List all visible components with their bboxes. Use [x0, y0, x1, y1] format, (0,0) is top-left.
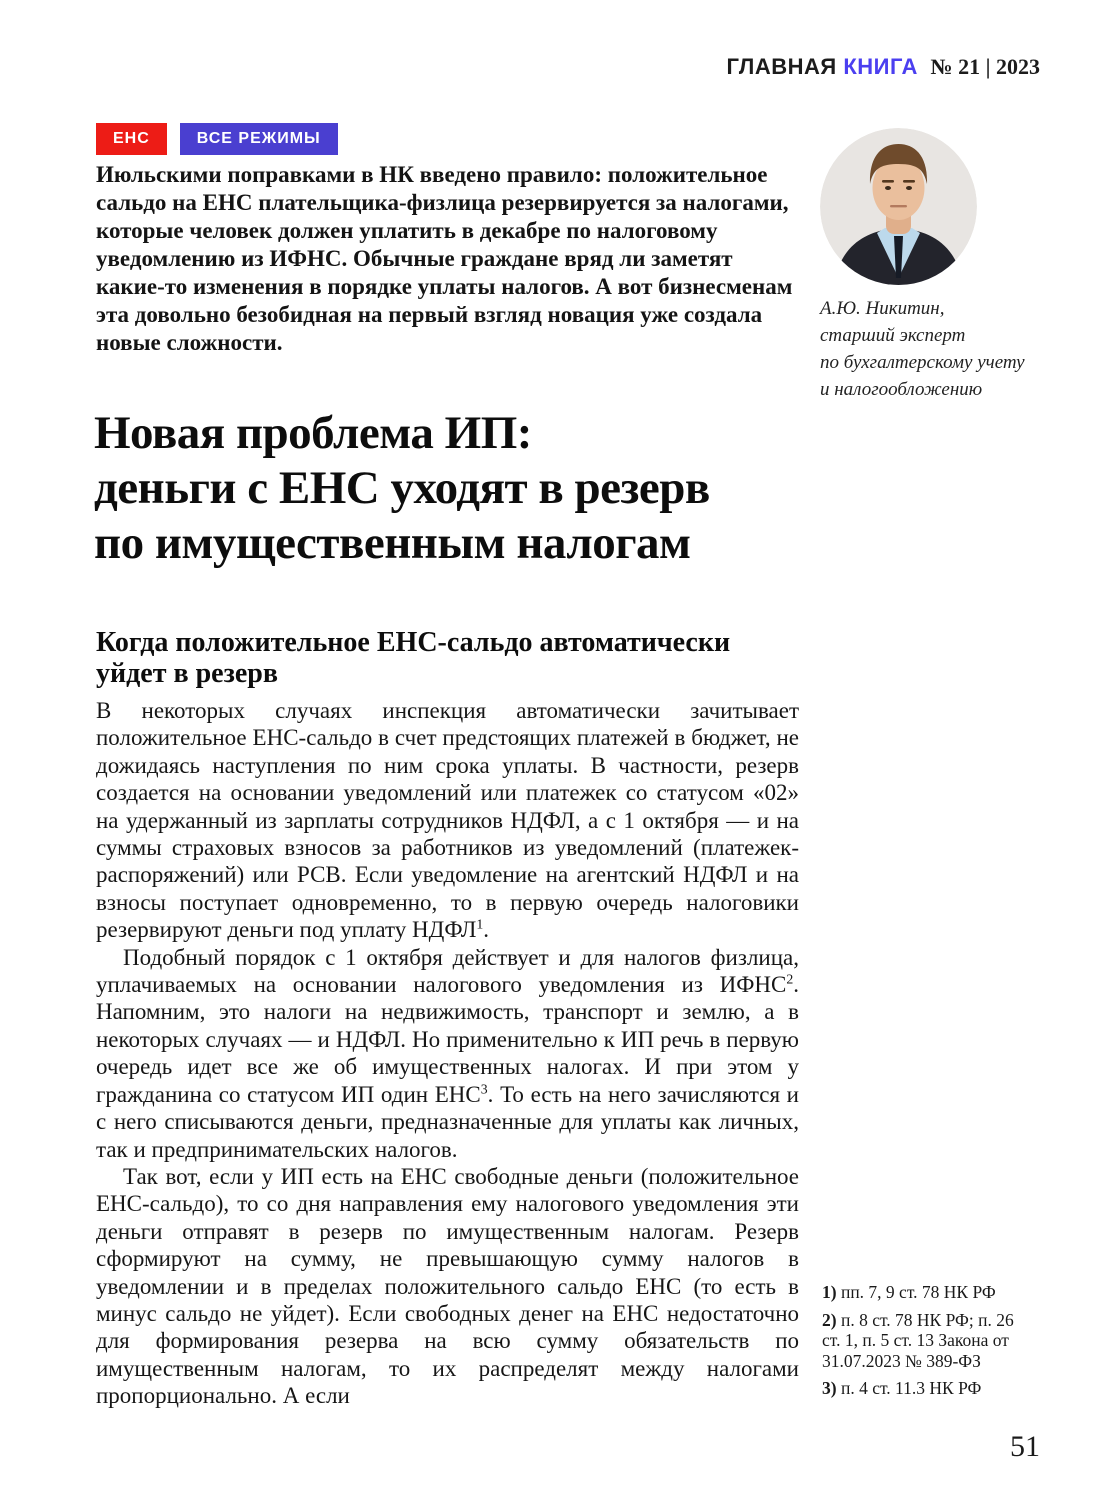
rubric-tags — [96, 123, 338, 155]
footnote-item — [822, 1282, 1036, 1303]
author-role-line: по бухгалтерскому учету — [820, 352, 1025, 373]
paragraph-text: В некоторых случаях инспекция автоматически зачитывает положительное ЕНС-сальдо в счет предстоящих платежей в бюджет, не дожидаясь наступления по ним срока уплаты. В частности, резерв создается на основании уведомлений или платежек со статусом «02» на удержанный из зарплаты сотрудников НДФЛ, а с 1 октября — и на суммы страховых взносов за работников из уведомлений (платежек-распоряжений) или РСВ. Если уведомление на агентский НДФЛ и на взносы поступает одновременно, то в первую очередь налоговики резервируют деньги под уплату НДФЛ — [96, 698, 799, 943]
author-photo — [820, 128, 977, 285]
subheading-line: уйдет в резерв — [96, 658, 278, 689]
portrait-illustration — [820, 128, 977, 285]
paragraph-text: Подобный порядок с 1 октября действует и для налогов физлица, уплачиваемых на основании налогового уведомления из ИФНС — [96, 944, 799, 998]
footnote-text: п. 4 ст. 11.3 НК РФ — [840, 1378, 982, 1398]
tag-all-regimes: ВСЕ РЕЖИМЫ — [180, 123, 338, 155]
section-subheading — [96, 627, 816, 689]
margin-footnotes — [822, 1282, 1036, 1406]
paragraph-text: . — [483, 917, 490, 943]
footnote-text: п. 8 ст. 78 НК РФ; п. 26 ст. 1, п. 5 ст. 13 Закона от 31.07.2023 № 389-ФЗ — [822, 1309, 1014, 1371]
subheading-line: Когда положительное ЕНС-сальдо автоматически — [96, 627, 731, 658]
footnote-text: пп. 7, 9 ст. 78 НК РФ — [840, 1282, 996, 1302]
page-number: 51 — [1010, 1430, 1040, 1463]
footnote-marker: 3) — [822, 1378, 837, 1398]
body-paragraph — [96, 1163, 799, 1410]
brand-name-primary: ГЛАВНАЯ — [726, 54, 837, 79]
headline-line: по имущественным налогам — [94, 517, 691, 569]
body-paragraph — [96, 697, 799, 944]
footnote-marker: 1) — [822, 1282, 837, 1302]
paragraph-text: . Напомним, это налоги на недвижимость, транспорт и землю, а в некоторых случаях — и НДФЛ. Но применительно к ИП речь в первую очередь идет все же об имущественных налогах. И при этом у гражданина со статусом ИП один ЕНС — [96, 972, 799, 1107]
author-block — [820, 128, 1060, 403]
headline-line: деньги с ЕНС уходят в резерв — [94, 462, 710, 514]
issue-number: № 21 | 2023 — [930, 54, 1040, 79]
article-body — [96, 697, 799, 1410]
paragraph-text: Так вот, если у ИП есть на ЕНС свободные деньги (положительное ЕНС-сальдо), то со дня направления ему налогового уведомления эти деньги отправят в резерв по имущественным налогам. Резерв сформируют на сумму, не превышающую сумму налогов в уведомлении и в пределах положительного сальдо ЕНС (то есть в минус сальдо не уйдет). Если свободных денег на ЕНС недостаточно для формирования резерва на всю сумму обязательств по имущественным налогам, то их распределят между налогами пропорционально. А если — [96, 1163, 799, 1409]
footnote-item — [822, 1310, 1036, 1372]
article-headline — [94, 406, 994, 571]
footnote-ref: 1 — [476, 916, 484, 932]
headline-line: Новая проблема ИП: — [94, 407, 532, 459]
footnote-ref: 2 — [786, 971, 794, 987]
author-role-line: и налогообложению — [820, 379, 983, 400]
body-paragraph — [96, 944, 799, 1163]
brand-name-accent: КНИГА — [843, 54, 918, 79]
author-name: А.Ю. Никитин, — [820, 298, 945, 319]
lead-paragraph: Июльскими поправками в НК введено правило: положительное сальдо на ЕНС плательщика-физлица резервируется за налогами, которые человек должен уплатить в декабре по налоговому уведомлению из ИФНС. Обычные граждане вряд ли заметят какие-то изменения в порядке уплаты налогов. А вот бизнесменам эта довольно безобидная на первый взгляд новация уже создала новые сложности. — [96, 162, 793, 355]
author-caption — [820, 295, 1060, 403]
author-role-line: старший эксперт — [820, 325, 966, 346]
paragraph-text: . То есть на него зачисляются и с него списываются деньги, предназначенные для уплаты как личных, так и предпринимательских налогов. — [96, 1081, 799, 1162]
footnote-ref: 3 — [480, 1081, 488, 1097]
tag-ens: ЕНС — [96, 123, 167, 155]
masthead — [726, 54, 1040, 80]
footnote-marker: 2) — [822, 1309, 837, 1330]
footnote-item — [822, 1378, 1036, 1399]
